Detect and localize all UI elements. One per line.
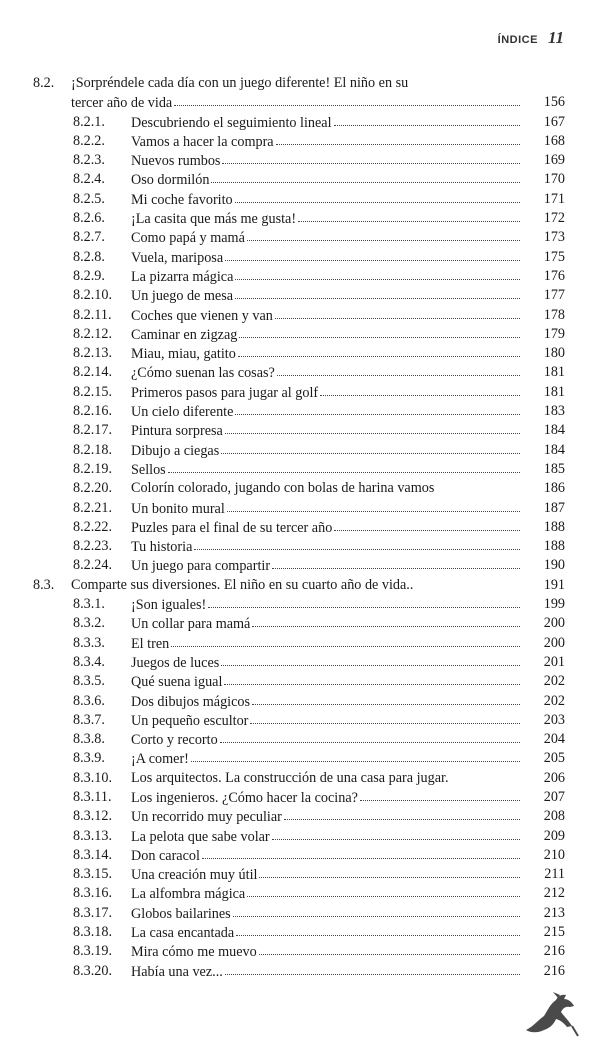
dot-leader <box>225 962 520 975</box>
toc-entry <box>0 421 600 440</box>
toc-entry-title: Oso dormilón <box>131 172 210 189</box>
toc-entry-title: La alfombra mágica <box>131 886 246 903</box>
toc-entry-title: ¿Cómo suenan las cosas? <box>131 365 275 382</box>
toc-entry-title-line <box>131 190 520 210</box>
toc-entry-number: 8.2.1. <box>73 113 105 130</box>
toc-entry-title-line <box>131 556 520 576</box>
dot-leader <box>227 499 520 512</box>
toc-entry <box>0 692 600 711</box>
toc-entry-number: 8.2.3. <box>73 152 105 169</box>
toc-entry-title: Descubriendo el seguimiento lineal <box>131 114 332 131</box>
toc-entry <box>0 402 600 421</box>
toc-entry-number: 8.2.23. <box>73 538 113 555</box>
toc-entry-title: Nuevos rumbos <box>131 153 221 170</box>
toc-entry-number: 8.3.2. <box>73 615 105 632</box>
toc-entry-number: 8.2.16. <box>73 403 113 420</box>
toc-entry-number: 8.3.12. <box>73 808 113 825</box>
toc-entry-title-line <box>131 151 520 171</box>
toc-entry-number: 8.2.19. <box>73 460 113 477</box>
dot-leader <box>320 383 520 396</box>
toc-entry-number: 8.3.13. <box>73 827 113 844</box>
toc-entry-page: 209 <box>543 827 565 844</box>
toc-entry <box>0 884 600 903</box>
toc-entry-number: 8.2.18. <box>73 441 113 458</box>
toc-entry-page: 185 <box>543 460 565 477</box>
dot-leader <box>235 286 520 299</box>
toc-entry-title: Mi coche favorito <box>131 191 233 208</box>
toc-entry-page: 170 <box>543 171 565 188</box>
toc-entry-title: Los arquitectos. La construcción de una casa para jugar. <box>131 769 449 786</box>
toc-entry-title: ¡A comer! <box>131 751 189 768</box>
toc-entry-number: 8.2.12. <box>73 325 113 342</box>
toc-entry-title: Juegos de luces <box>131 654 220 671</box>
toc-entry-title-line <box>131 692 520 712</box>
toc-entry-page: 202 <box>543 673 565 690</box>
toc-entry <box>0 576 600 595</box>
toc-entry-title-line <box>131 923 520 943</box>
toc-entry-page: 188 <box>543 538 565 555</box>
toc-entry <box>0 827 600 846</box>
dot-leader <box>194 537 520 550</box>
toc-entry <box>0 267 600 286</box>
dot-leader <box>334 113 520 126</box>
running-head <box>498 28 564 48</box>
toc-entry-number: 8.3.1. <box>73 596 105 613</box>
toc-entry-number: 8.2.9. <box>73 267 105 284</box>
dot-leader <box>220 730 520 743</box>
toc-entry-number: 8.3.10. <box>73 769 113 786</box>
dot-leader <box>208 595 520 608</box>
publisher-logo-horse-icon <box>520 986 582 1038</box>
toc-entry-title-line <box>131 788 520 808</box>
toc-entry-title-line <box>131 653 520 673</box>
toc-entry-number: 8.2.22. <box>73 518 113 535</box>
toc-entry <box>0 537 600 556</box>
toc-entry-title-line <box>131 306 520 326</box>
toc-entry-title-line <box>131 749 520 769</box>
toc-entry-page: 181 <box>543 383 565 400</box>
toc-entry-title: Don caracol <box>131 847 200 864</box>
toc-entry-title: Miau, miau, gatito <box>131 346 236 363</box>
toc-entry-title-line <box>131 711 520 731</box>
toc-entry <box>0 460 600 479</box>
toc-entry-page: 202 <box>543 692 565 709</box>
dot-leader <box>221 441 520 454</box>
toc-entry-page: 203 <box>543 711 565 728</box>
toc-entry-number: 8.2.2. <box>73 132 105 149</box>
dot-leader <box>334 518 520 531</box>
toc-entry-page: 200 <box>543 634 565 651</box>
dot-leader <box>250 711 520 724</box>
toc-entry-page: 216 <box>543 943 565 960</box>
toc-entry-number: 8.3.16. <box>73 885 113 902</box>
toc-entry <box>0 595 600 614</box>
toc-entry-number: 8.2.6. <box>73 210 105 227</box>
toc-entry-page: 186 <box>543 480 565 497</box>
dot-leader <box>171 634 520 647</box>
toc-entry-page: 215 <box>543 924 565 941</box>
toc-entry-title: Los ingenieros. ¿Cómo hacer la cocina? <box>131 789 358 806</box>
toc-entry-title-line <box>131 672 520 692</box>
toc-entry-title-line <box>131 421 520 441</box>
toc-entry <box>0 170 600 189</box>
toc-entry-title: Qué suena igual <box>131 674 223 691</box>
toc-entry-number: 8.3.15. <box>73 866 113 883</box>
toc-entry-title-line <box>131 479 520 498</box>
toc-entry <box>0 132 600 151</box>
toc-entry-page: 205 <box>543 750 565 767</box>
toc-entry-title-line <box>131 248 520 268</box>
toc-entry-page: 207 <box>543 788 565 805</box>
dot-leader <box>277 363 520 376</box>
toc-entry-number: 8.3.18. <box>73 924 113 941</box>
toc-entry-title: Un bonito mural <box>131 500 225 517</box>
toc-entry-title-line <box>131 209 520 229</box>
toc-entry <box>0 769 600 788</box>
toc-entry <box>0 363 600 382</box>
toc-entry-title: El tren <box>131 635 170 652</box>
toc-entry-title-line <box>131 634 520 654</box>
toc-entry-title-line <box>131 518 520 538</box>
toc-entry-page: 184 <box>543 422 565 439</box>
toc-entry-number: 8.2.17. <box>73 422 113 439</box>
toc-entry <box>0 113 600 132</box>
toc-entry-page: 172 <box>543 210 565 227</box>
dot-leader <box>259 942 520 955</box>
toc-entry-title-line <box>131 325 520 345</box>
toc-entry-title: ¡Son iguales! <box>131 597 207 614</box>
dot-leader <box>284 807 520 820</box>
running-head-label: ÍNDICE <box>497 34 538 46</box>
toc-entry-title-line <box>131 286 520 306</box>
toc-entry-title: Vamos a hacer la compra <box>131 133 274 150</box>
dot-leader <box>275 306 520 319</box>
dot-leader <box>168 460 520 473</box>
toc-entry-title-line <box>131 942 520 962</box>
toc-entry <box>0 383 600 402</box>
toc-entry-number: 8.3.20. <box>73 962 113 979</box>
toc-entry-title-line <box>131 846 520 866</box>
toc-entry-number: 8.3. <box>33 576 55 593</box>
dot-leader <box>225 421 520 434</box>
toc-entry-title-line <box>131 962 520 982</box>
toc-entry-page: 204 <box>543 731 565 748</box>
dot-leader <box>224 672 520 685</box>
toc-entry-title: La pizarra mágica <box>131 268 234 285</box>
toc-entry-title-line <box>131 170 520 190</box>
toc-entry-number: 8.3.3. <box>73 634 105 651</box>
toc-entry-number: 8.3.19. <box>73 943 113 960</box>
toc-entry-number: 8.3.17. <box>73 904 113 921</box>
toc-entry-page: 210 <box>543 846 565 863</box>
toc-entry-number: 8.2.11. <box>73 306 112 323</box>
dot-leader <box>235 402 520 415</box>
toc-entry <box>0 344 600 363</box>
toc-entry-number: 8.3.6. <box>73 692 105 709</box>
toc-entry-title: Tu historia <box>131 539 193 556</box>
toc-entry <box>0 634 600 653</box>
toc-entry-number: 8.2.4. <box>73 171 105 188</box>
toc-entry-title: Un cielo diferente <box>131 404 234 421</box>
toc-entry-number: 8.2.5. <box>73 190 105 207</box>
toc-entry-title: Un recorrido muy peculiar <box>131 809 282 826</box>
dot-leader <box>272 827 520 840</box>
toc-entry-number: 8.3.4. <box>73 653 105 670</box>
toc-entry-title: Puzles para el final de su tercer año <box>131 519 333 536</box>
toc-entry-page: 169 <box>543 152 565 169</box>
toc-entry <box>0 962 600 981</box>
dot-leader <box>233 904 520 917</box>
toc-entry-title: Había una vez... <box>131 963 223 980</box>
dot-leader <box>191 749 520 762</box>
toc-entry-title-line <box>131 267 520 287</box>
dot-leader <box>272 556 520 569</box>
toc-entry-title: Un pequeño escultor <box>131 712 249 729</box>
toc-entry <box>0 518 600 537</box>
toc-entry <box>0 228 600 247</box>
toc-entry-title-line <box>71 74 565 93</box>
toc-entry-title-line <box>131 769 520 788</box>
toc-entry-number: 8.2.13. <box>73 345 113 362</box>
toc-entry <box>0 93 600 112</box>
toc-entry <box>0 479 600 498</box>
toc-entry-number: 8.2.14. <box>73 364 113 381</box>
toc-entry-title-line <box>131 730 520 750</box>
toc-entry-title-line <box>131 904 520 924</box>
toc-entry-page: 206 <box>543 769 565 786</box>
toc-entry <box>0 788 600 807</box>
toc-entry-title-line <box>131 402 520 422</box>
toc-entry-page: 200 <box>543 615 565 632</box>
dot-leader <box>298 209 520 222</box>
toc-entry-title-line <box>131 827 520 847</box>
toc-entry-title: Una creación muy útil <box>131 867 258 884</box>
dot-leader <box>221 653 520 666</box>
dot-leader <box>247 228 520 241</box>
toc-entry <box>0 441 600 460</box>
toc-entry <box>0 846 600 865</box>
toc-entry-page: 179 <box>543 325 565 342</box>
toc-entry-number: 8.3.9. <box>73 750 105 767</box>
toc-entry-title: Sellos <box>131 461 166 478</box>
toc-entry-title-line <box>131 363 520 383</box>
toc-entry <box>0 499 600 518</box>
toc-entry-title-line <box>131 499 520 519</box>
toc-entry-page: 213 <box>543 904 565 921</box>
toc-entry <box>0 942 600 961</box>
toc-entry-number: 8.2.20. <box>73 480 113 497</box>
toc-entry-page: 171 <box>543 190 565 207</box>
toc-entry-title: Primeros pasos para jugar al golf <box>131 384 319 401</box>
toc-entry-page: 183 <box>543 403 565 420</box>
toc-entry <box>0 865 600 884</box>
dot-leader <box>225 248 520 261</box>
toc-entry-title: Coches que vienen y van <box>131 307 273 324</box>
dot-leader <box>238 344 520 357</box>
toc-entry <box>0 711 600 730</box>
toc-entry <box>0 730 600 749</box>
toc-entry <box>0 904 600 923</box>
dot-leader <box>211 170 520 183</box>
toc-entry-page: 156 <box>543 94 565 111</box>
toc-entry-title: Un juego para compartir <box>131 558 271 575</box>
toc-entry-page: 190 <box>543 557 565 574</box>
toc-entry-page: 191 <box>543 576 565 593</box>
toc-entry-page: 167 <box>543 113 565 130</box>
toc-entry-title-line <box>71 93 520 113</box>
toc-entry-title: Pintura sorpresa <box>131 423 223 440</box>
dot-leader <box>360 788 520 801</box>
dot-leader <box>174 93 520 106</box>
toc-entry <box>0 74 600 93</box>
toc-entry-title: Mira cómo me muevo <box>131 944 257 961</box>
toc-entry-page: 176 <box>543 267 565 284</box>
toc-entry-title-line <box>131 807 520 827</box>
toc-entry-page: 173 <box>543 229 565 246</box>
running-head-page-number: 11 <box>547 28 564 47</box>
toc-entry-title: ¡Sorpréndele cada día con un juego diferente! El niño en su <box>71 75 409 91</box>
toc-entry-number: 8.3.7. <box>73 711 105 728</box>
toc-entry-number: 8.2.24. <box>73 557 113 574</box>
toc-entry-title: Dibujo a ciegas <box>131 442 220 459</box>
toc-entry-title: Globos bailarines <box>131 905 231 922</box>
toc-entry-page: 175 <box>543 248 565 265</box>
toc-entry-number: 8.3.11. <box>73 788 112 805</box>
toc-entry <box>0 653 600 672</box>
toc-entry-page: 208 <box>543 808 565 825</box>
toc-entry <box>0 556 600 575</box>
dot-leader <box>222 151 520 164</box>
toc-entry-page: 168 <box>543 132 565 149</box>
toc-entry-page: 177 <box>543 287 565 304</box>
toc-entry-number: 8.2.8. <box>73 248 105 265</box>
toc-entry-number: 8.3.14. <box>73 846 113 863</box>
toc-entry-number: 8.2.15. <box>73 383 113 400</box>
toc-entry-page: 211 <box>544 866 565 883</box>
dot-leader <box>247 884 520 897</box>
toc-entry-title: Caminar en zigzag <box>131 326 238 343</box>
dot-leader <box>276 132 520 145</box>
toc-entry-title-line <box>131 865 520 885</box>
toc-entry <box>0 923 600 942</box>
toc-entry-page: 199 <box>543 596 565 613</box>
toc-entry-number: 8.3.8. <box>73 731 105 748</box>
toc-entry-title: tercer año de vida <box>71 95 173 112</box>
toc-entry-title-line <box>131 132 520 152</box>
toc-entry-title: La pelota que sabe volar <box>131 828 270 845</box>
toc-entry <box>0 248 600 267</box>
toc-entry-page: 178 <box>543 306 565 323</box>
toc-entry-page: 181 <box>543 364 565 381</box>
toc-entry-title: Colorín colorado, jugando con bolas de harina vamos <box>131 480 435 497</box>
toc-entry-page: 188 <box>543 518 565 535</box>
toc-entry-page: 201 <box>543 653 565 670</box>
toc-entry <box>0 190 600 209</box>
table-of-contents <box>0 74 600 981</box>
toc-entry <box>0 807 600 826</box>
dot-leader <box>239 325 520 338</box>
dot-leader <box>236 923 520 936</box>
toc-entry-title: Un collar para mamá <box>131 616 251 633</box>
dot-leader <box>252 614 520 627</box>
dot-leader <box>202 846 520 859</box>
toc-entry-title: ¡La casita que más me gusta! <box>131 211 297 228</box>
toc-entry-title-line <box>131 228 520 248</box>
toc-entry-number: 8.3.5. <box>73 673 105 690</box>
toc-entry-title: Vuela, mariposa <box>131 249 224 266</box>
toc-entry-title-line <box>131 113 520 133</box>
toc-entry <box>0 672 600 691</box>
toc-entry-title-line <box>131 884 520 904</box>
toc-entry-title-line <box>131 595 520 615</box>
toc-entry-title-line <box>131 614 520 634</box>
toc-entry <box>0 325 600 344</box>
toc-entry-title: Un juego de mesa <box>131 288 234 305</box>
toc-entry <box>0 209 600 228</box>
dot-leader <box>235 267 520 280</box>
toc-entry-title: Corto y recorto <box>131 732 218 749</box>
toc-entry <box>0 151 600 170</box>
toc-entry-title-line <box>131 344 520 364</box>
toc-entry-page: 187 <box>543 499 565 516</box>
toc-entry-number: 8.2.21. <box>73 499 113 516</box>
toc-entry-title-line <box>131 537 520 557</box>
toc-entry-page: 184 <box>543 441 565 458</box>
toc-entry <box>0 614 600 633</box>
toc-entry-title-line <box>71 576 520 595</box>
toc-entry-title-line <box>131 383 520 403</box>
dot-leader <box>235 190 520 203</box>
toc-entry-page: 180 <box>543 345 565 362</box>
toc-entry-page: 212 <box>543 885 565 902</box>
toc-entry-page: 216 <box>543 962 565 979</box>
toc-entry-title: Dos dibujos mágicos <box>131 693 251 710</box>
toc-entry-title: Como papá y mamá <box>131 230 245 247</box>
toc-entry-number: 8.2. <box>33 75 55 91</box>
toc-entry-title: Comparte sus diversiones. El niño en su cuarto año de vida.. <box>71 576 414 593</box>
toc-entry-number: 8.2.7. <box>73 229 105 246</box>
dot-leader <box>259 865 520 878</box>
toc-entry <box>0 306 600 325</box>
dot-leader <box>252 692 520 705</box>
toc-entry-title-line <box>131 460 520 480</box>
toc-entry-number: 8.2.10. <box>73 287 113 304</box>
toc-entry-title-line <box>131 441 520 461</box>
toc-entry-title: La casa encantada <box>131 925 235 942</box>
toc-entry <box>0 749 600 768</box>
toc-entry <box>0 286 600 305</box>
